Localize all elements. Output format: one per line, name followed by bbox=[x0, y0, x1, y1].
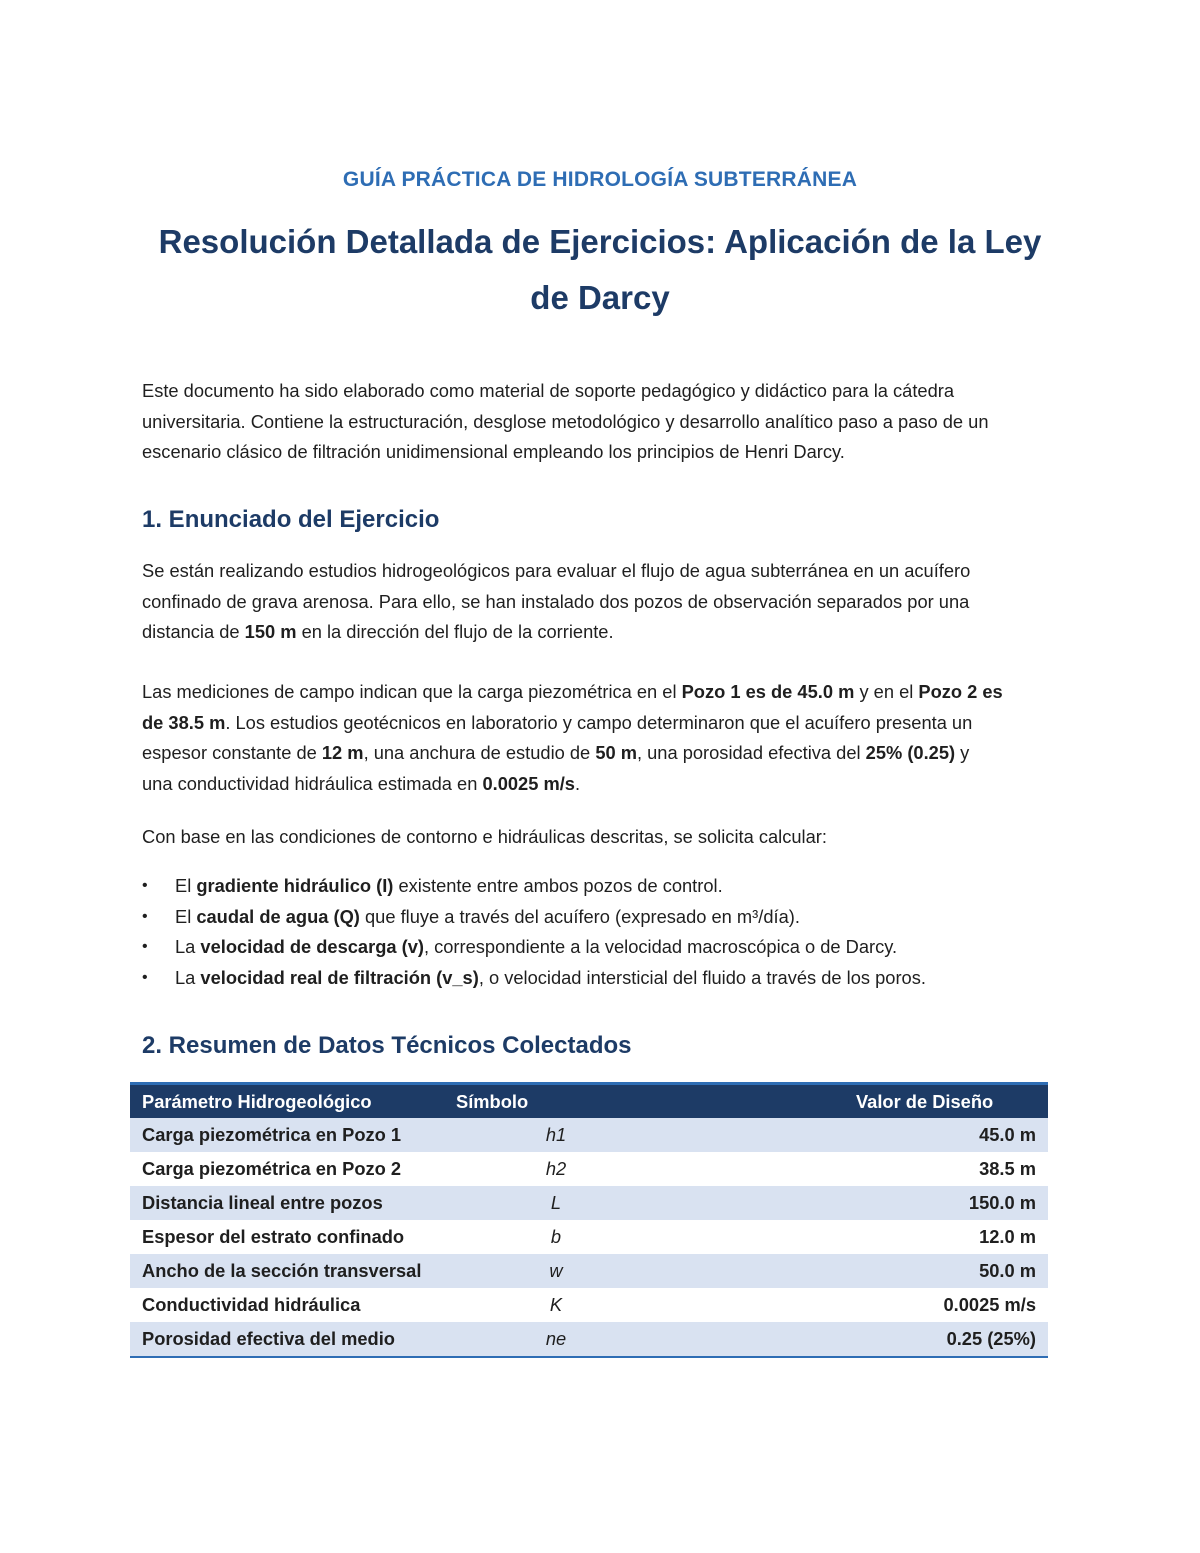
section-1-heading: 1. Enunciado del Ejercicio bbox=[142, 506, 440, 533]
list-item: • El gradiente hidráulico (I) existente entre ambos pozos de control. bbox=[142, 871, 1048, 902]
p1-line-a: Se están realizando estudios hidrogeológicos para evaluar el flujo de agua subterránea en un acuífero bbox=[142, 560, 971, 581]
symbol-cell: h2 bbox=[545, 1158, 567, 1179]
p2-line-b: de 38.5 m. Los estudios geotécnicos en laboratorio y campo determinaron que el acuífero presenta un bbox=[142, 711, 973, 733]
symbol-cell: w bbox=[444, 1254, 668, 1288]
bullet-icon: • bbox=[142, 968, 148, 986]
value-cell: 50.0 m bbox=[668, 1254, 1048, 1288]
table-row bbox=[130, 1322, 1048, 1357]
list-item: • La velocidad real de filtración (v_s), o velocidad intersticial del fluido a través de los poros. bbox=[142, 963, 1048, 994]
document-title bbox=[0, 214, 1200, 326]
value-cell: 45.0 m bbox=[668, 1118, 1048, 1152]
table-row bbox=[130, 1288, 1048, 1322]
p2-line-c: espesor constante de 12 m, una anchura de estudio de 50 m, una porosidad efectiva del 25% (0.25) y bbox=[142, 742, 970, 763]
column-header-parameter: Parámetro Hidrogeológico bbox=[130, 1084, 444, 1119]
title-line-2: de Darcy bbox=[530, 279, 670, 316]
intro-line-1: Este documento ha sido elaborado como material de soporte pedagógico y didáctico para la cátedra bbox=[142, 380, 954, 401]
exercise-request: Con base en las condiciones de contorno e hidráulicas descritas, se solicita calcular: bbox=[142, 826, 827, 847]
bullet-icon: • bbox=[142, 938, 148, 955]
section-2-heading: 2. Resumen de Datos Técnicos Colectados bbox=[142, 1032, 632, 1059]
value-cell: 12.0 m bbox=[979, 1226, 1036, 1247]
bullet-icon: • bbox=[142, 907, 148, 925]
symbol-cell: h1 bbox=[444, 1118, 668, 1152]
exercise-paragraph-2 bbox=[142, 677, 1062, 799]
symbol-cell: K bbox=[549, 1294, 563, 1315]
param-cell: Carga piezométrica en Pozo 2 bbox=[142, 1158, 402, 1179]
param-cell: Porosidad efectiva del medio bbox=[130, 1322, 444, 1357]
symbol-cell: L bbox=[444, 1186, 668, 1220]
value-cell: 38.5 m bbox=[979, 1158, 1036, 1179]
column-header-symbol: Símbolo bbox=[444, 1084, 668, 1119]
p2-line-a: Las mediciones de campo indican que la carga piezométrica en el Pozo 1 es de 45.0 m y en el Pozo 2 es bbox=[142, 681, 1003, 702]
bullet-icon: • bbox=[142, 877, 148, 894]
param-cell: Distancia lineal entre pozos bbox=[130, 1186, 444, 1220]
table-row bbox=[130, 1118, 1048, 1152]
p1-line-c: distancia de 150 m en la dirección del flujo de la corriente. bbox=[142, 621, 614, 642]
p2-line-d: una conductividad hidráulica estimada en 0.0025 m/s. bbox=[142, 772, 581, 794]
symbol-cell: ne bbox=[444, 1322, 668, 1357]
table-row bbox=[130, 1152, 1048, 1186]
symbol-cell: b bbox=[550, 1226, 562, 1247]
param-cell: Carga piezométrica en Pozo 1 bbox=[130, 1118, 444, 1152]
intro-paragraph bbox=[142, 376, 1062, 468]
value-cell: 150.0 m bbox=[668, 1186, 1048, 1220]
technical-data-table bbox=[130, 1082, 1048, 1358]
column-header-value: Valor de Diseño bbox=[668, 1084, 1048, 1119]
table-header-row bbox=[130, 1084, 1048, 1119]
intro-line-2: universitaria. Contiene la estructuración, desglose metodológico y desarrollo analítico paso a paso de un bbox=[142, 410, 989, 432]
document-kicker: GUÍA PRÁCTICA DE HIDROLOGÍA SUBTERRÁNEA bbox=[342, 168, 858, 191]
param-cell: Conductividad hidráulica bbox=[142, 1294, 361, 1315]
list-item: • La velocidad de descarga (v), correspondiente a la velocidad macroscópica o de Darcy. bbox=[142, 932, 1048, 963]
table-row bbox=[130, 1254, 1048, 1288]
title-line-1: Resolución Detallada de Ejercicios: Aplicación de la Ley bbox=[158, 223, 1042, 260]
p1-line-b: confinado de grava arenosa. Para ello, se han instalado dos pozos de observación separados por una bbox=[142, 590, 970, 612]
table-row bbox=[130, 1220, 1048, 1254]
list-item: • El caudal de agua (Q) que fluye a través del acuífero (expresado en m³/día). bbox=[142, 902, 1048, 933]
table-row bbox=[130, 1186, 1048, 1220]
exercise-paragraph-1 bbox=[142, 556, 1062, 648]
value-cell: 0.0025 m/s bbox=[943, 1294, 1036, 1315]
param-cell: Ancho de la sección transversal bbox=[130, 1254, 444, 1288]
intro-line-3: escenario clásico de filtración unidimensional empleando los principios de Henri Darcy. bbox=[142, 441, 845, 462]
param-cell: Espesor del estrato confinado bbox=[142, 1226, 405, 1247]
requested-calculations-list bbox=[142, 871, 1048, 993]
value-cell: 0.25 (25%) bbox=[668, 1322, 1048, 1357]
